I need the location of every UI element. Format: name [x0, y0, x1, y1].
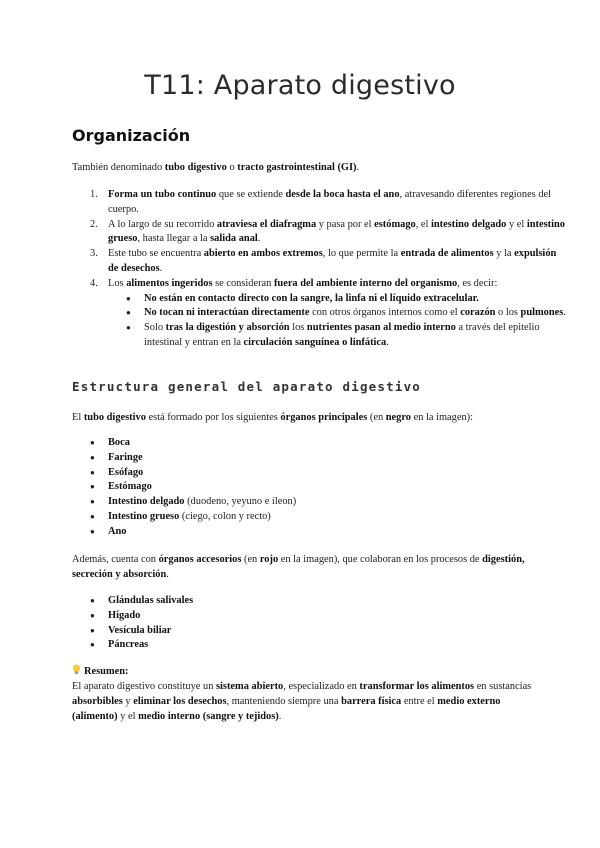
text: en la imagen): — [410, 412, 474, 423]
organ-name: Vesícula biliar — [108, 624, 172, 636]
bold-text: tras la digestión y absorción — [165, 322, 290, 334]
organizacion-list — [72, 188, 568, 351]
organ-name: Páncreas — [108, 639, 149, 651]
bold-text: Intestino grueso — [108, 510, 180, 522]
text: El — [72, 412, 84, 423]
list-item — [108, 638, 193, 653]
bold-text: Forma un tubo continuo — [108, 189, 217, 200]
text: está formado por los siguientes — [145, 412, 281, 423]
bold-text: intestino delgado — [431, 218, 507, 230]
bold-text: rojo — [259, 554, 279, 565]
text: , atravesando diferentes regiones del cuerpo. — [108, 189, 552, 215]
bold-text: Esófago — [108, 466, 144, 478]
text: A lo largo de su recorrido — [108, 218, 217, 230]
lightbulb-icon — [72, 664, 81, 675]
sublist — [108, 292, 568, 351]
bold-text: entrada de alimentos — [400, 248, 494, 260]
accesorios-list — [72, 594, 193, 653]
text: Este tubo se encuentra — [108, 248, 204, 260]
text: y la — [493, 248, 515, 260]
list-item — [108, 495, 296, 510]
resumen-text — [72, 680, 532, 724]
bold-text: tracto gastrointestinal (GI) — [237, 162, 357, 173]
list-item — [108, 624, 193, 639]
text: a través del epitelio intestinal y entran en la — [144, 322, 540, 348]
list-item — [108, 451, 296, 466]
accesorios-intro — [72, 553, 532, 583]
bold-text: absorbibles — [72, 695, 123, 707]
text: , especializado en — [283, 681, 360, 692]
text: (duodeno, yeyuno e íleon) — [184, 496, 297, 508]
text: o — [226, 162, 238, 173]
text: entre el — [401, 695, 438, 707]
list-item-text — [108, 278, 497, 289]
sublist-item — [144, 306, 568, 321]
text: , hasta llegar a la — [137, 233, 211, 245]
bold-text: medio interno (sangre y tejidos) — [138, 710, 279, 722]
text: , el — [415, 218, 432, 230]
bold-text: transformar los alimentos — [359, 681, 475, 692]
section-heading-estructura: Estructura general del aparato digestivo — [72, 379, 422, 394]
page-title: T11: Aparato digestivo — [144, 70, 456, 101]
bold-text: desde la boca hasta el ano — [285, 189, 400, 200]
bold-text: abierto en ambos extremos — [203, 248, 323, 260]
bold-text: órganos principales — [280, 412, 368, 423]
bold-text: Ano — [108, 525, 127, 537]
bold-text: negro — [385, 412, 411, 423]
text: (ciego, colon y recto) — [179, 510, 271, 522]
text: en sustancias — [474, 681, 532, 692]
list-item — [108, 218, 568, 248]
text: . — [386, 336, 389, 348]
estructura-intro — [72, 411, 532, 426]
bold-text: órganos accesorios — [158, 554, 242, 565]
text: y — [122, 695, 134, 707]
bold-text: corazón — [460, 307, 496, 319]
sublist-item — [144, 321, 568, 351]
resumen-label-line — [72, 664, 532, 680]
text: con otros órganos internos como el — [309, 307, 461, 319]
text: Además, cuenta con — [72, 554, 159, 565]
list-item — [108, 525, 296, 540]
bold-text: Boca — [108, 437, 130, 448]
bold-text: salida anal — [210, 233, 258, 245]
text: , manteniendo siempre una — [226, 695, 342, 707]
organizacion-intro — [72, 161, 532, 176]
text: . — [563, 307, 566, 319]
bold-text: pulmones — [520, 307, 564, 319]
text: en la imagen), que colaboran en los procesos de — [278, 554, 483, 565]
resumen-label: Resumen: — [84, 666, 129, 677]
bold-text: sistema abierto — [216, 681, 284, 692]
list-item — [108, 436, 296, 451]
list-item — [108, 510, 296, 525]
bold-text: barrera física — [341, 695, 402, 707]
text: , es decir: — [457, 277, 498, 289]
list-item — [108, 480, 296, 495]
text: que se extiende — [216, 189, 286, 200]
bold-text: nutrientes pasan al medio interno — [306, 322, 456, 334]
text: También denominado — [72, 162, 165, 173]
text: se consideran — [212, 277, 274, 289]
bold-text: Estómago — [108, 481, 152, 493]
text: y el — [506, 218, 527, 230]
list-item — [108, 188, 568, 218]
bold-text: atraviesa el diafragma — [216, 218, 317, 230]
bold-text: No están en contacto directo con la sangre, la linfa ni el líquido extracelular. — [144, 292, 479, 304]
organ-name: Hígado — [108, 609, 141, 621]
section-heading-organizacion: Organización — [72, 126, 191, 145]
bold-text: No tocan ni interactúan directamente — [144, 307, 310, 319]
sublist-item — [144, 292, 568, 307]
list-item — [108, 247, 568, 277]
text: (en — [367, 412, 386, 423]
bold-text: alimentos ingeridos — [126, 277, 213, 289]
text: El aparato digestivo constituye un — [72, 681, 216, 692]
text: y pasa por el — [316, 218, 375, 230]
text: . — [166, 568, 169, 580]
text: , lo que permite la — [322, 248, 401, 260]
text: Solo — [144, 322, 166, 334]
text: (en — [241, 554, 260, 565]
text: . — [257, 233, 261, 245]
bold-text: eliminar los desechos — [133, 695, 227, 707]
list-item — [108, 594, 193, 609]
bold-text: medio externo (alimento) — [72, 695, 501, 722]
text: . — [356, 162, 360, 173]
bold-text: digestión, secreción y absorción — [72, 554, 525, 580]
bold-text: intestino grueso — [108, 218, 565, 245]
text: los — [289, 322, 307, 334]
list-item — [108, 277, 568, 351]
bold-text: circulación sanguínea o linfática — [243, 336, 387, 348]
organ-name: Glándulas salivales — [108, 595, 194, 606]
organos-list — [72, 436, 296, 540]
bold-text: fuera del ambiente interno del organismo — [273, 277, 458, 289]
bold-text: estómago — [374, 218, 416, 230]
text: o los — [495, 307, 521, 319]
text: . — [278, 710, 282, 722]
bold-text: expulsión de desechos — [108, 248, 557, 274]
bold-text: tubo digestivo — [83, 412, 146, 423]
text: Los — [108, 277, 127, 289]
bold-text: Faringe — [108, 451, 143, 463]
list-item — [108, 466, 296, 481]
list-item — [108, 609, 193, 624]
bold-text: Intestino delgado — [108, 496, 185, 508]
text: y el — [117, 710, 139, 722]
bold-text: tubo digestivo — [164, 162, 227, 173]
text: . — [159, 262, 163, 274]
